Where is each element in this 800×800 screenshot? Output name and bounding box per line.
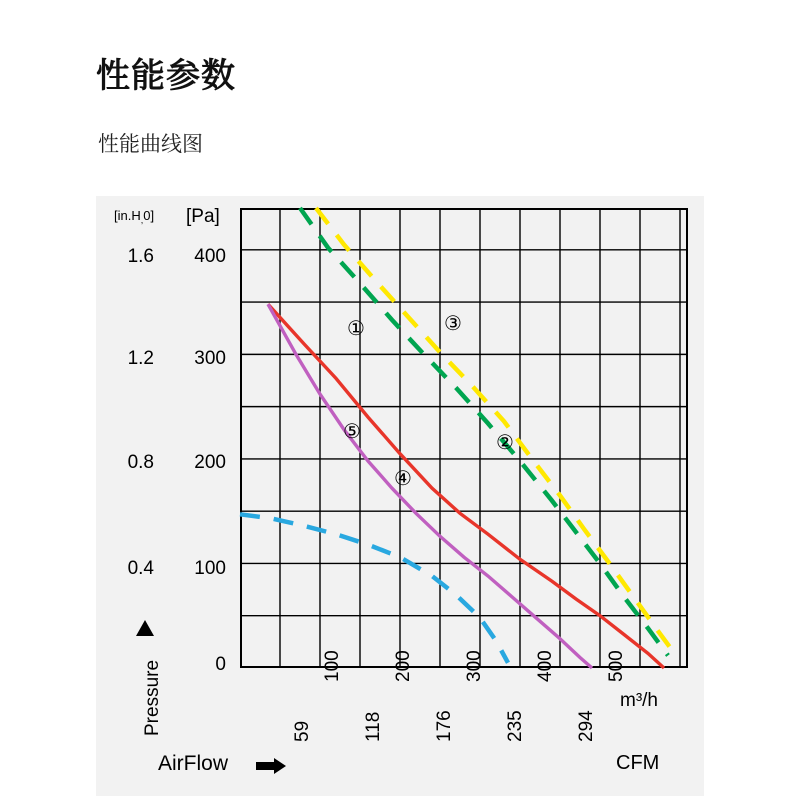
- x-tick-m3h-200: 200: [393, 650, 414, 682]
- marker-3: ③: [444, 313, 462, 335]
- y-tick-inh2o-0-8: 0.8: [127, 452, 154, 473]
- curve-layer: [240, 208, 688, 668]
- x-tick-m3h-100: 100: [322, 650, 343, 682]
- x-tick-cfm-176: 176: [434, 710, 455, 742]
- y-tick-inh2o-1-2: 1.2: [127, 348, 154, 369]
- y-axis-secondary-unit: $[in.H_,0]$: [114, 208, 155, 225]
- x-tick-cfm-118: 118: [363, 711, 384, 742]
- x-tick-m3h-500: 500: [606, 650, 627, 682]
- marker-5: ⑤: [343, 421, 361, 443]
- airflow-arrow-icon: [256, 758, 288, 774]
- chart-subtitle: 性能曲线图: [98, 133, 203, 156]
- x-axis-secondary-unit: CFM: [616, 752, 660, 774]
- marker-2: ②: [496, 432, 514, 454]
- y-tick-pa-0: 0: [215, 654, 226, 675]
- x-tick-cfm-59: 59: [292, 720, 313, 742]
- marker-4: ④: [394, 468, 412, 490]
- y-axis-primary-unit: [Pa]: [186, 206, 220, 227]
- x-tick-cfm-235: 235: [505, 710, 526, 742]
- curve-①: [268, 304, 664, 668]
- curve-④: [240, 514, 508, 663]
- y-tick-pa-400: 400: [194, 246, 226, 267]
- x-axis-title: AirFlow: [158, 752, 229, 775]
- x-axis-primary-unit: m³/h: [620, 690, 658, 711]
- y-tick-pa-200: 200: [194, 452, 226, 473]
- y-tick-pa-100: 100: [194, 558, 226, 579]
- y-axis-title: Pressure: [142, 659, 163, 736]
- pressure-arrow-icon: [136, 620, 156, 640]
- page-title: 性能参数: [96, 57, 236, 95]
- performance-chart-panel: [96, 196, 704, 796]
- plot-area: [240, 208, 688, 668]
- x-tick-cfm-294: 294: [576, 710, 597, 742]
- y-tick-inh2o-0-4: 0.4: [127, 558, 154, 579]
- x-tick-m3h-400: 400: [535, 650, 556, 682]
- y-tick-inh2o-1-6: 1.6: [127, 246, 154, 267]
- y-tick-pa-300: 300: [194, 348, 226, 369]
- marker-1: ①: [347, 318, 365, 340]
- x-tick-m3h-300: 300: [464, 650, 485, 682]
